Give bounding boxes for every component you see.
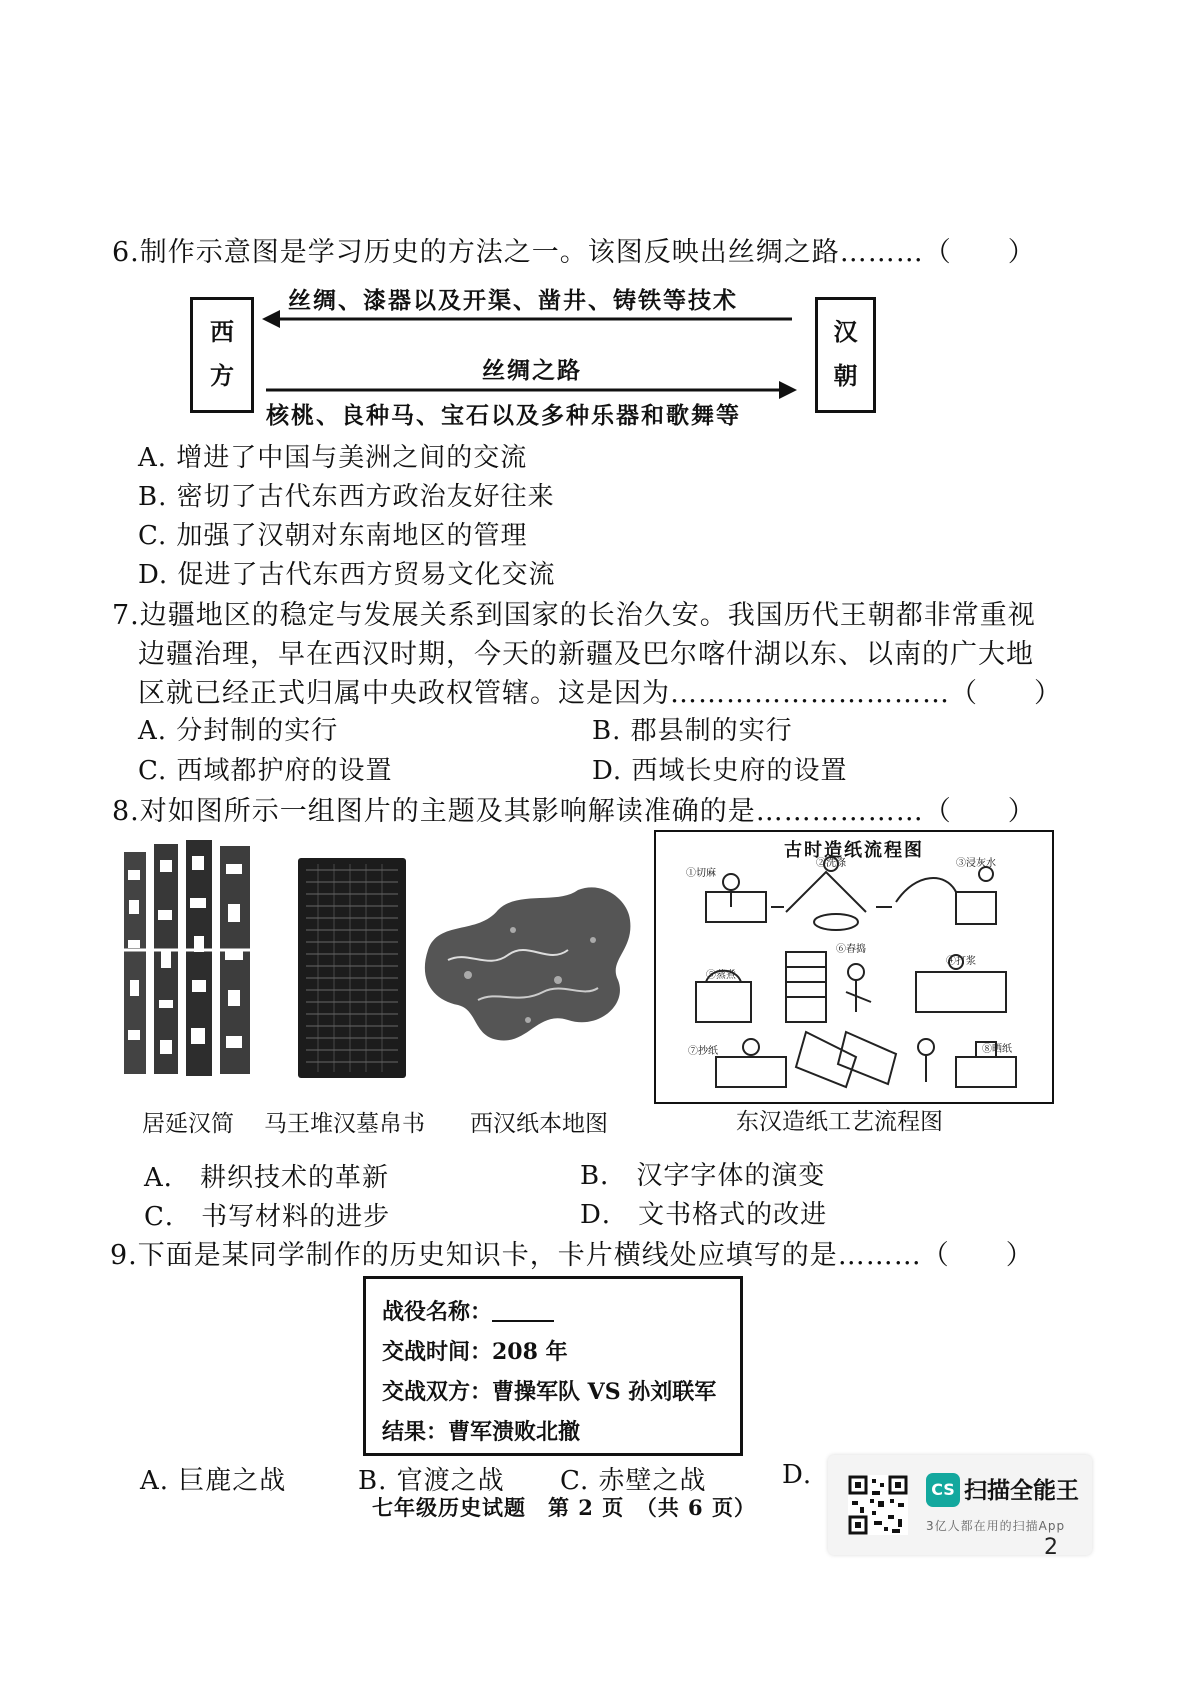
flowchart-step-5: ⑤蒸煮 (706, 970, 736, 981)
flowchart-illustration (656, 832, 1052, 1102)
camscanner-logo-icon: CS (926, 1473, 960, 1507)
west-char-2: 方 (210, 361, 234, 390)
flowchart-step-7: ⑦抄纸 (688, 1046, 718, 1057)
caption-juyan: 居延汉简 (142, 1111, 234, 1137)
scanner-tagline: 3亿人都在用的扫描App (926, 1519, 1066, 1533)
q9-option-d[interactable]: D. (782, 1460, 813, 1490)
card-battle-result: 结果：曹军溃败北撤 (382, 1419, 581, 1445)
card-blank-line (492, 1320, 554, 1322)
flowchart-step-2: ②洗涤 (816, 858, 846, 869)
q7-option-c[interactable]: C. 西域都护府的设置 (138, 756, 393, 786)
q9-option-b[interactable]: B. 官渡之战 (358, 1466, 505, 1496)
flowchart-step-3: ③浸灰水 (956, 858, 996, 869)
q8-stem: 8.对如图所示一组图片的主题及其影响解读准确的是………………（ ） (112, 796, 1036, 827)
caption-flowchart: 东汉造纸工艺流程图 (736, 1109, 943, 1135)
mawangdui-silk-manuscript-image (298, 858, 406, 1078)
q6-stem: 6.制作示意图是学习历史的方法之一。该图反映出丝绸之路………（ ） (112, 237, 1036, 268)
q7-option-a[interactable]: A. 分封制的实行 (138, 716, 339, 746)
q8-option-d[interactable]: D． 文书格式的改进 (580, 1200, 828, 1230)
q8-option-c[interactable]: C． 书写材料的进步 (144, 1202, 391, 1232)
card-battle-name (382, 1295, 554, 1326)
qr-code-icon (848, 1475, 908, 1535)
caption-paper-map: 西汉纸本地图 (470, 1111, 608, 1137)
q7-stem-line-1: 7.边疆地区的稳定与发展关系到国家的长治久安。我国历代王朝都非常重视 (112, 600, 1036, 631)
western-han-paper-map-image (418, 880, 643, 1060)
q6-option-a[interactable]: A. 增进了中国与美洲之间的交流 (138, 443, 528, 473)
west-char-1: 西 (210, 317, 234, 346)
q8-option-a[interactable]: A． 耕织技术的革新 (144, 1163, 390, 1193)
juyan-bamboo-slips-image (120, 840, 260, 1080)
q8-option-b[interactable]: B． 汉字字体的演变 (580, 1161, 826, 1191)
diagram-middle-text: 丝绸之路 (482, 357, 582, 384)
q7-stem-line-3: 区就已经正式归属中央政权管辖。这是因为…………………………（ ） (138, 678, 1062, 709)
flowchart-step-8: ⑧晒纸 (982, 1044, 1012, 1055)
history-knowledge-card (363, 1276, 743, 1456)
flowchart-step-4: ④打浆 (946, 956, 976, 967)
q7-stem-line-2: 边疆治理，早在西汉时期，今天的新疆及巴尔喀什湖以东、以南的广大地 (138, 639, 1034, 670)
diagram-bottom-text: 核桃、良种马、宝石以及多种乐器和歌舞等 (266, 402, 741, 429)
scanner-app-name: 扫描全能王 (964, 1478, 1079, 1504)
flowchart-step-6: ⑥舂捣 (836, 944, 866, 955)
flowchart-step-1: ①切麻 (686, 868, 716, 879)
q6-option-c[interactable]: C. 加强了汉朝对东南地区的管理 (138, 521, 528, 551)
q9-stem: 9.下面是某同学制作的历史知识卡，卡片横线处应填写的是………（ ） (110, 1240, 1034, 1271)
q6-option-d[interactable]: D. 促进了古代东西方贸易文化交流 (138, 560, 556, 590)
diagram-top-text: 丝绸、漆器以及开渠、凿井、铸铁等技术 (288, 287, 738, 314)
q6-option-b[interactable]: B. 密切了古代东西方政治友好往来 (138, 482, 555, 512)
flowchart-title: 古时造纸流程图 (784, 840, 924, 861)
caption-mawangdui: 马王堆汉墓帛书 (264, 1111, 425, 1137)
q7-option-d[interactable]: D. 西域长史府的设置 (592, 756, 848, 786)
han-char-2: 朝 (833, 361, 858, 390)
q9-option-c[interactable]: C. 赤壁之战 (560, 1466, 707, 1496)
q9-option-a[interactable]: A. 巨鹿之战 (140, 1466, 287, 1496)
westward-arrow-head (262, 310, 280, 328)
card-battle-name-label: 战役名称： (382, 1299, 493, 1325)
card-battle-sides: 交战双方：曹操军队 VS 孙刘联军 (382, 1379, 717, 1405)
page-footer: 七年级历史试题 第 2 页 （共 6 页） (372, 1495, 756, 1520)
card-battle-time: 交战时间：208 年 (382, 1339, 568, 1365)
q7-option-b[interactable]: B. 郡县制的实行 (592, 716, 793, 746)
corner-page-mark: 2 (1044, 1535, 1058, 1560)
eastward-arrow-head (779, 381, 797, 399)
papermaking-flowchart (654, 830, 1054, 1104)
han-char-1: 汉 (833, 317, 858, 346)
